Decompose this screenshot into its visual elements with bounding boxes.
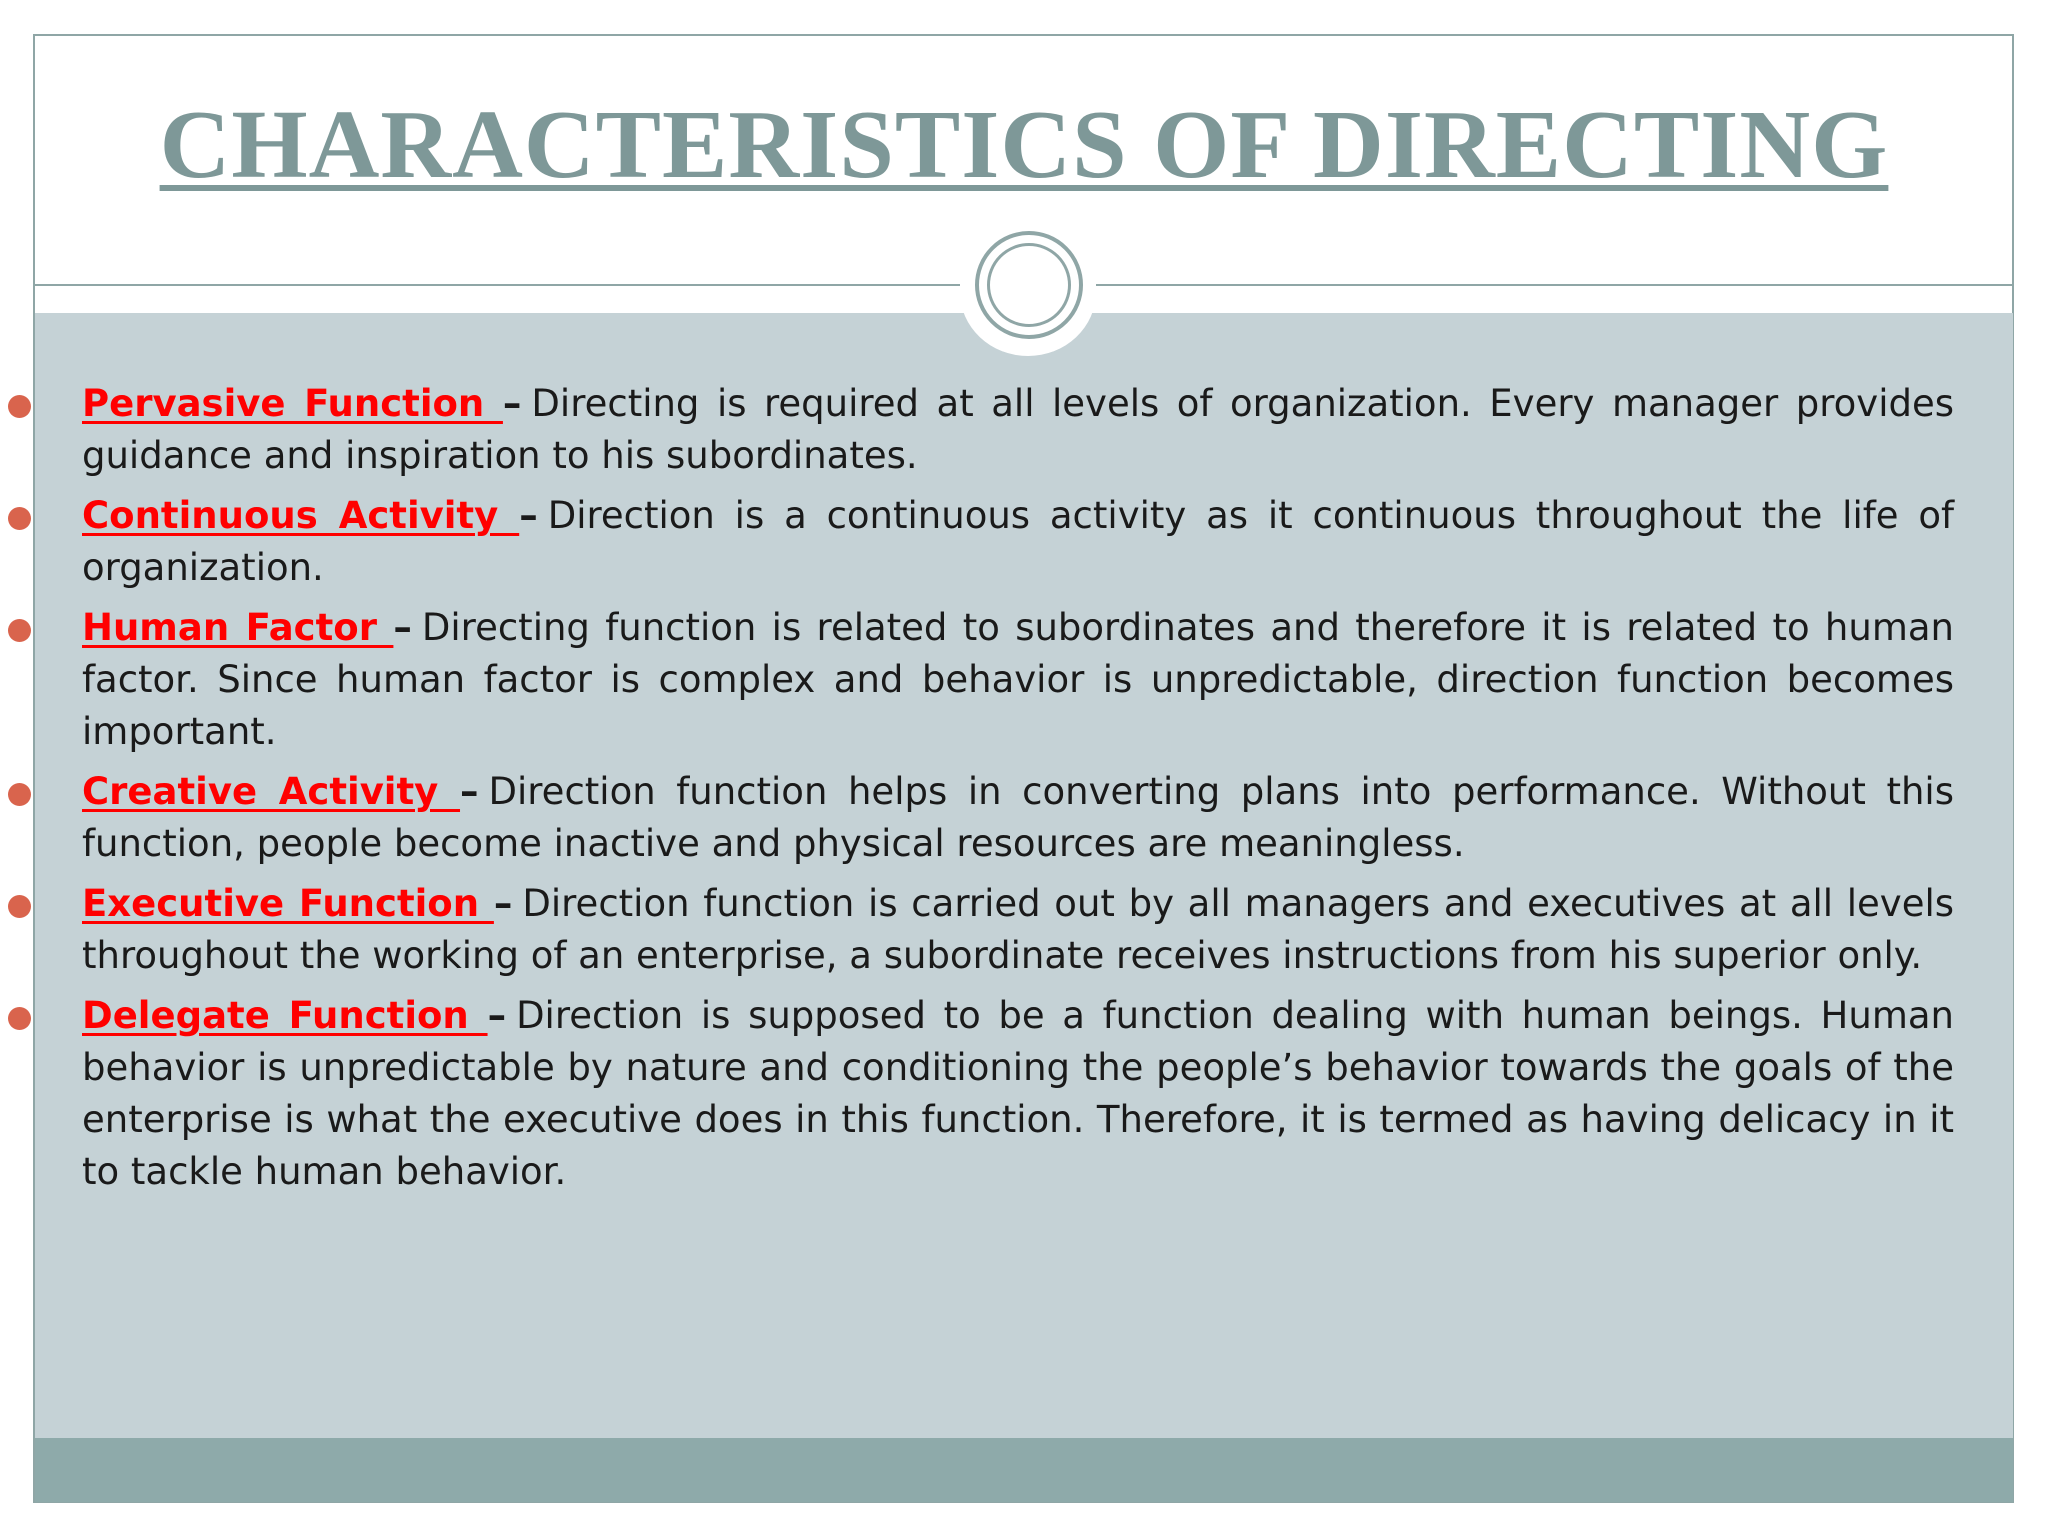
term-label: Human Factor (82, 606, 394, 649)
header-divider-left (35, 284, 960, 286)
item-description: Direction is supposed to be a function dealing with human beings. Human behavior is unpredictable by nature and conditioning the people’s behavior towards the goals of the enterprise is what the executive does in this function. Therefore, it is termed as having delicacy in it to tackle human behavior. (82, 994, 1954, 1193)
term-label: Pervasive Function (82, 382, 503, 425)
term-dash: – (502, 382, 522, 425)
term-dash: – (460, 770, 479, 813)
footer-band (35, 1438, 2013, 1502)
term-dash: – (487, 994, 507, 1037)
item-description: Directing is required at all levels of organization. Every manager provides guidance and inspiration to his subordinates. (82, 382, 1954, 477)
item-description: Direction is a continuous activity as it continuous throughout the life of organization. (82, 494, 1955, 589)
slide-title: CHARACTERISTICS OF DIRECTING (159, 91, 1889, 199)
list-item-executive-function (0, 878, 2048, 982)
term-label: Executive Function (82, 882, 494, 925)
item-description: Direction function helps in converting plans into performance. Without this function, people become inactive and physical resources are meaningless. (82, 770, 1954, 865)
characteristics-list (0, 378, 2048, 1206)
bullet-icon (8, 507, 31, 530)
list-item-delegate-function (0, 990, 2048, 1198)
term-dash: – (493, 882, 513, 925)
item-description: Direction function is carried out by all managers and executives at all levels throughout the working of an enterprise, a subordinate receives instructions from his superior only. (82, 882, 1955, 977)
term-label: Continuous Activity (82, 494, 520, 537)
bullet-icon (8, 619, 31, 642)
term-dash: – (393, 606, 412, 649)
term-dash: – (519, 494, 538, 537)
bullet-icon (8, 783, 31, 806)
term-label: Creative Activity (82, 770, 461, 813)
header-divider-right (1096, 284, 2013, 286)
list-item-human-factor (0, 602, 2048, 758)
list-item-continuous-activity (0, 490, 2048, 594)
list-item-creative-activity (0, 766, 2048, 870)
bullet-icon (8, 395, 31, 418)
bullet-icon (8, 895, 31, 918)
item-description: Directing function is related to subordinates and therefore it is related to human factor. Since human factor is complex and behavior is unpredictable, direction function becomes important. (82, 606, 1954, 753)
list-item-pervasive-function (0, 378, 2048, 482)
term-label: Delegate Function (82, 994, 488, 1037)
divider-ornament-inner-circle-icon (987, 243, 1071, 327)
bullet-icon (8, 1007, 31, 1030)
